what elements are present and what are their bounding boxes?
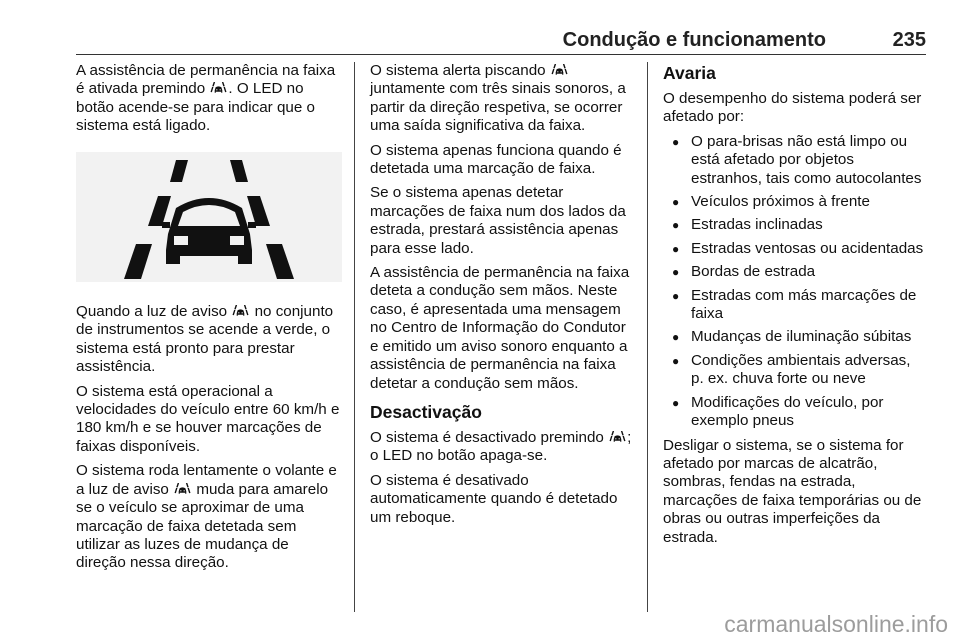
bullet-list	[663, 133, 927, 431]
column-2	[370, 62, 636, 533]
column-divider-1	[354, 62, 355, 612]
page-header	[76, 26, 926, 56]
paragraph: O desempenho do sistema poderá ser afetado por:	[663, 90, 922, 126]
lane-keep-assist-icon	[609, 431, 626, 443]
section-heading: Desactivação	[370, 401, 482, 422]
page-number: 235	[892, 29, 926, 51]
column-3	[663, 62, 927, 553]
lane-keep-assist-illustration	[76, 152, 342, 282]
paragraph: Se o sistema apenas detetar marcações de faixa num dos lados da estrada, prestará assistência apenas para esse lado.	[370, 184, 626, 257]
paragraph: Desligar o sistema, se o sistema for afetado por marcas de alcatrão, sombras, fendas na estrada, marcações de faixa temporárias ou de obras ou outras imperfeições da estrada.	[663, 436, 922, 546]
watermark: carmanualsonline.info	[724, 611, 948, 637]
paragraph: O sistema apenas funciona quando é detetada uma marcação de faixa.	[370, 141, 622, 178]
section-title: Condução e funcionamento	[562, 29, 826, 51]
paragraph: A assistência de permanência na faixa é ativada premindo . O LED no botão acende-se para indicar que o sistema está ligado.	[76, 62, 336, 135]
list-item: ● Bordas de estrada	[663, 263, 927, 281]
list-item: ● Estradas inclinadas	[663, 216, 927, 234]
lane-keep-assist-icon	[551, 64, 568, 76]
paragraph: O sistema está operacional a velocidades do veículo entre 60 km/h e 180 km/h e se houver marcações de faixas disponíveis.	[76, 382, 340, 455]
lane-keep-assist-icon	[210, 82, 227, 94]
paragraph: O sistema é desativado automaticamente quando é detetado um reboque.	[370, 471, 618, 526]
list-item: ● Estradas com más marcações de faixa	[663, 287, 927, 324]
list-item: ● Mudanças de iluminação súbitas	[663, 328, 927, 346]
paragraph: O sistema alerta piscando juntamente com três sinais sonoros, a partir da direção respetiva, se ocorrer uma saída significativa da faixa.	[370, 62, 626, 135]
paragraph: Quando a luz de aviso no conjunto de instrumentos se acende a verde, o sistema está pronto para prestar assistência.	[76, 303, 334, 376]
header-rule	[76, 54, 926, 55]
list-item: ● Condições ambientais adversas, p. ex. chuva forte ou neve	[663, 352, 927, 389]
column-1	[76, 62, 342, 579]
list-item: ● O para-brisas não está limpo ou está afetado por objetos estranhos, tais como autocolantes	[663, 133, 927, 188]
paragraph: A assistência de permanência na faixa deteta a condução sem mãos. Neste caso, é apresentada uma mensagem no Centro de Informação do Condutor e emitido um aviso sonoro enquanto a assistência de permanência na faixa detetar a condução sem mãos.	[370, 264, 630, 392]
column-divider-2	[647, 62, 648, 612]
paragraph: O sistema é desactivado premindo ; o LED no botão apaga-se.	[370, 428, 632, 465]
paragraph: O sistema roda lentamente o volante e a luz de aviso muda para amarelo se o veículo se aproximar de uma marcação de faixa detetada sem utilizar as luzes de mudança de direção nessa direção.	[76, 462, 337, 572]
lane-keep-assist-icon	[232, 305, 249, 317]
list-item: ● Veículos próximos à frente	[663, 193, 927, 211]
lane-keep-assist-icon	[174, 483, 191, 495]
list-item: ● Modificações do veículo, por exemplo pneus	[663, 394, 927, 431]
section-heading: Avaria	[663, 63, 716, 83]
list-item: ● Estradas ventosas ou acidentadas	[663, 240, 927, 258]
